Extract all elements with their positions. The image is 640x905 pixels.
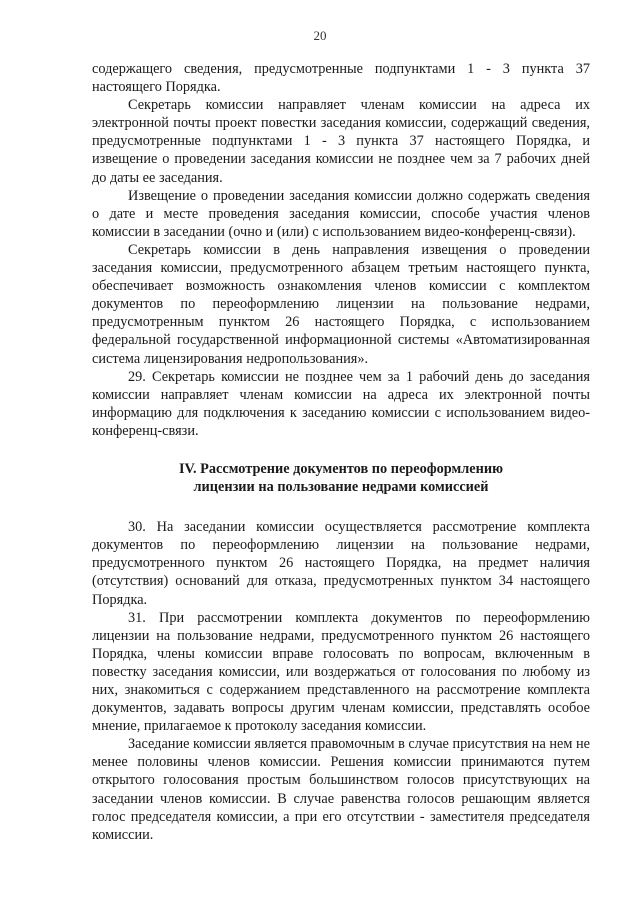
- section-heading: [92, 460, 590, 496]
- paragraph: Секретарь комиссии направляет членам комиссии на адреса их электронной почты проект повестки заседания комиссии, содержащий сведения, предусмотренные подпунктами 1 - 3 пункта 37 настоящего Порядка, и извещение о проведении заседания комиссии не позднее чем за 7 рабочих дней до даты ее заседания.: [92, 97, 590, 186]
- paragraph: 31. При рассмотрении комплекта документов по переоформлению лицензии на пользование недрами, предусмотренного пунктом 26 настоящего Порядка, члены комиссии вправе голосовать по вопросам, включенным в повестку заседания комиссии, или воздержаться от голосования по любому из них, знакомиться с содержанием представленного на рассмотрение комплекта документов, задавать вопросы другим членам комиссии, представлять особое мнение, прилагаемое к протоколу заседания комиссии.: [92, 609, 590, 735]
- section-heading-line: IV. Рассмотрение документов по переоформлению: [178, 460, 504, 477]
- paragraph: 30. На заседании комиссии осуществляется рассмотрение комплекта документов по переоформлению лицензии на пользование недрами, предусмотренного пунктом 26 настоящего Порядка, на предмет наличия (отсутствия) оснований для отказа, предусмотренных пунктом 34 настоящего Порядка.: [92, 519, 590, 608]
- document-body: [92, 60, 590, 844]
- paragraph: 29. Секретарь комиссии не позднее чем за 1 рабочий день до заседания комиссии направляет членам комиссии на адреса их электронной почты информацию для подключения к заседанию комиссии с использованием видео-конференц-связи.: [92, 368, 590, 439]
- section-heading-line: лицензии на пользование недрами комиссией: [193, 479, 489, 496]
- page-number: 20: [313, 28, 327, 43]
- paragraph: Секретарь комиссии в день направления извещения о проведении заседания комиссии, предусмотренного абзацем третьим настоящего пункта, обеспечивает возможность ознакомления членов комиссии с комплектом документов по переоформлению лицензии на пользование недрами, предусмотренным пунктом 26 настоящего Порядка, с использованием федеральной государственной информационной системы «Автоматизированная система лицензирования недропользования».: [92, 241, 590, 367]
- paragraph: Извещение о проведении заседания комиссии должно содержать сведения о дате и месте проведения заседания комиссии, способе участия членов комиссии в заседании (очно и (или) с использованием видео-конференц-связи).: [92, 187, 590, 240]
- paragraph: Заседание комиссии является правомочным в случае присутствия на нем не менее половины членов комиссии. Решения комиссии принимаются путем открытого голосования простым большинством голосов присутствующих на заседании членов комиссии. В случае равенства голосов решающим является голос председателя комиссии, а при его отсутствии - заместителя председателя комиссии.: [92, 736, 590, 843]
- paragraph: содержащего сведения, предусмотренные подпунктами 1 - 3 пункта 37 настоящего Порядка.: [92, 61, 590, 96]
